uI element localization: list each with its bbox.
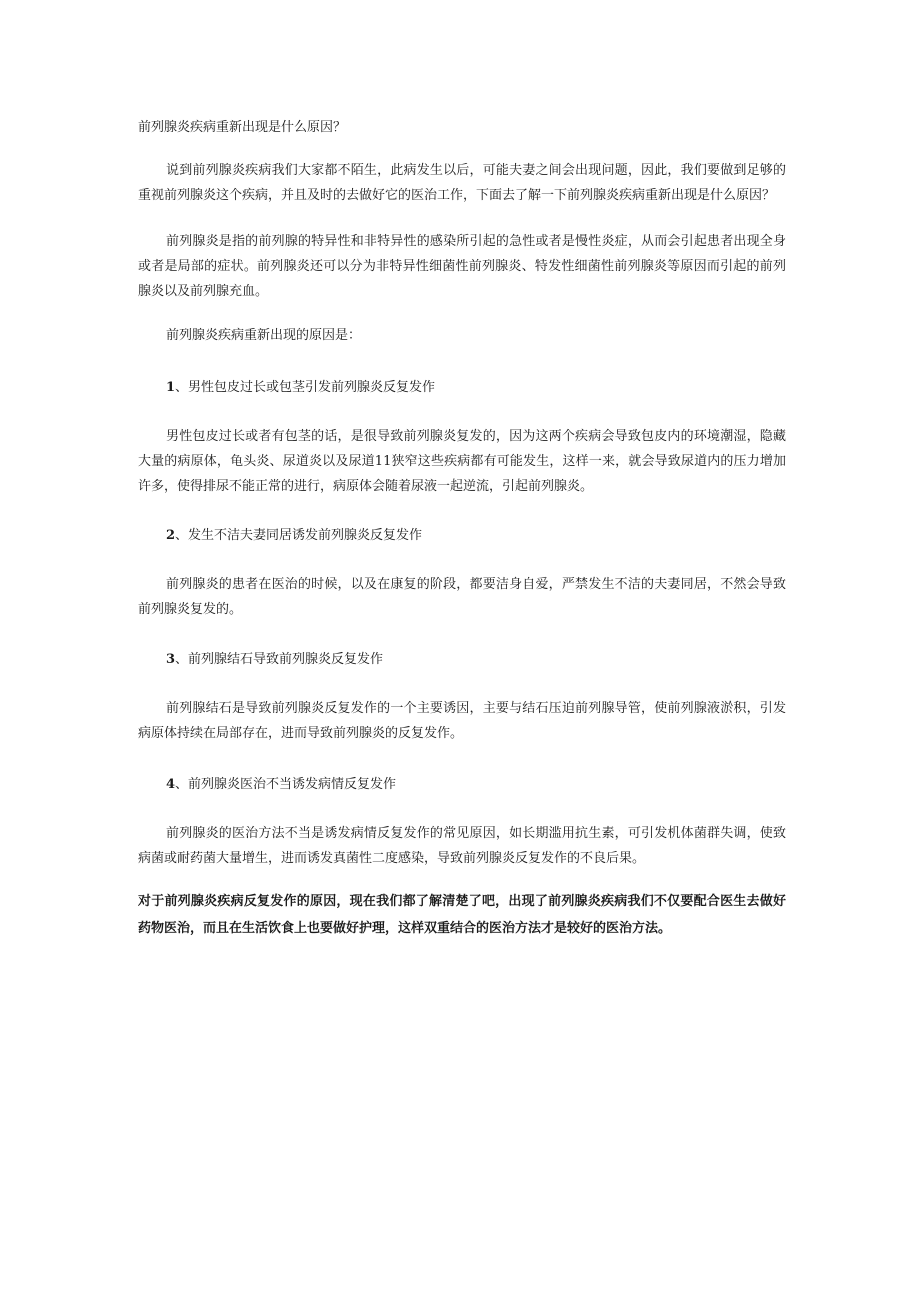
cause-number: 4 (166, 777, 176, 792)
cause-body-1: 男性包皮过长或者有包茎的话，是很导致前列腺炎复发的，因为这两个疾病会导致包皮内的环境潮湿，隐藏大量的病原体，龟头炎、尿道炎以及尿道11狭窄这些疾病都有可能发生，这样一来，就会导致尿道内的压力增加许多，使得排尿不能正常的进行，病原体会随着尿液一起逆流，引起前列腺炎。 (138, 429, 786, 494)
cause-heading-text: 、发生不洁夫妻同居诱发前列腺炎反复发作 (175, 528, 423, 543)
cause-heading-4 (166, 776, 396, 794)
cause-heading-3 (166, 651, 383, 669)
cause-body-3: 前列腺结石是导致前列腺炎反复发作的一个主要诱因，主要与结石压迫前列腺导管，使前列腺液淤积，引发病原体持续在局部存在，进而导致前列腺炎的反复发作。 (138, 701, 786, 741)
cause-heading-text: 、前列腺结石导致前列腺炎反复发作 (175, 652, 384, 667)
cause-number: 3 (166, 652, 176, 667)
cause-heading-1 (166, 379, 435, 397)
causes-intro: 前列腺炎疾病重新出现的原因是： (166, 328, 362, 343)
cause-body-4: 前列腺炎的医治方法不当是诱发病情反复发作的常见原因，如长期滥用抗生素，可引发机体菌群失调，使致病菌或耐药菌大量增生，进而诱发真菌性二度感染，导致前列腺炎反复发作的不良后果。 (138, 826, 786, 866)
definition-paragraph: 前列腺炎是指的前列腺的特异性和非特异性的感染所引起的急性或者是慢性炎症，从而会引起患者出现全身或者是局部的症状。前列腺炎还可以分为非特异性细菌性前列腺炎、特发性细菌性前列腺炎等原因而引起的前列腺炎以及前列腺充血。 (138, 234, 786, 299)
cause-number: 2 (166, 528, 176, 543)
intro-paragraph: 说到前列腺炎疾病我们大家都不陌生，此病发生以后，可能夫妻之间会出现问题，因此，我们要做到足够的重视前列腺炎这个疾病，并且及时的去做好它的医治工作，下面去了解一下前列腺炎疾病重新出现是什么原因？ (138, 163, 786, 203)
closing-paragraph: 对于前列腺炎疾病反复发作的原因，现在我们都了解清楚了吧，出现了前列腺炎疾病我们不仅要配合医生去做好药物医治，而且在生活饮食上也要做好护理，这样双重结合的医治方法才是较好的医治方法。 (138, 894, 786, 936)
document-title: 前列腺炎疾病重新出现是什么原因？ (138, 120, 347, 135)
cause-heading-text: 、男性包皮过长或包茎引发前列腺炎反复发作 (175, 380, 436, 395)
cause-heading-2 (166, 527, 422, 545)
cause-body-2: 前列腺炎的患者在医治的时候，以及在康复的阶段，都要洁身自爱，严禁发生不洁的夫妻同居，不然会导致前列腺炎复发的。 (138, 577, 786, 617)
cause-number: 1 (166, 380, 176, 395)
cause-heading-text: 、前列腺炎医治不当诱发病情反复发作 (175, 777, 397, 792)
